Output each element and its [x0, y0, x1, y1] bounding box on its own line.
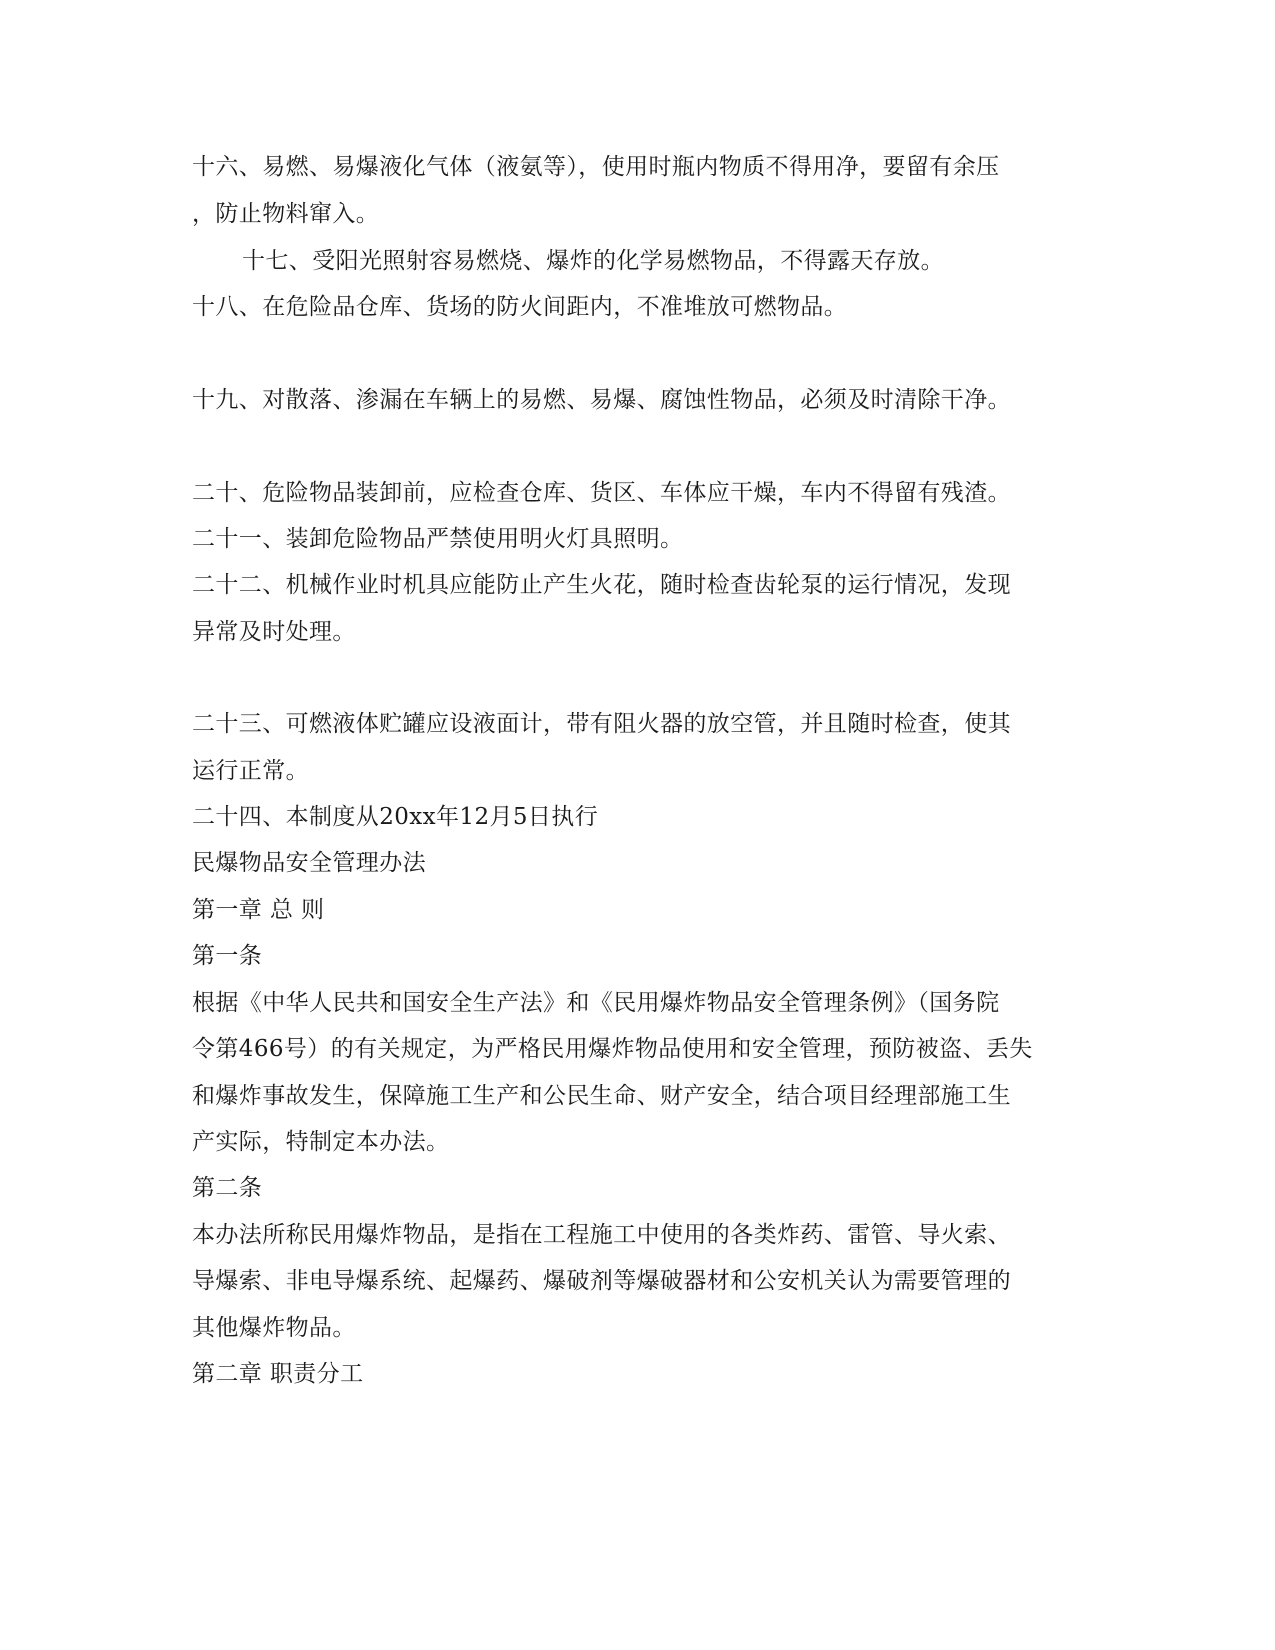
text-line: 二十四、本制度从20xx年12月5日执行 [192, 804, 599, 830]
chapter-heading: 第一章 总 则 [192, 897, 325, 923]
text-line: 十七、受阳光照射容易燃烧、爆炸的化学易燃物品，不得露天存放。 [242, 248, 944, 274]
text-line: 其他爆炸物品。 [192, 1315, 356, 1341]
text-line: 二十一、装卸危险物品严禁使用明火灯具照明。 [192, 526, 684, 552]
text-line: 令第466号）的有关规定，为严格民用爆炸物品使用和安全管理，预防被盗、丢失 [192, 1036, 1033, 1062]
heading: 民爆物品安全管理办法 [192, 850, 426, 876]
text-line: 导爆索、非电导爆系统、起爆药、爆破剂等爆破器材和公安机关认为需要管理的 [192, 1268, 1011, 1294]
text-line: 十八、在危险品仓库、货场的防火间距内，不准堆放可燃物品。 [192, 294, 848, 320]
article-heading: 第一条 [192, 943, 263, 969]
text-line: 产实际，特制定本办法。 [192, 1129, 450, 1155]
text-line: 本办法所称民用爆炸物品，是指在工程施工中使用的各类炸药、雷管、导火索、 [192, 1222, 1011, 1248]
text-line: 二十二、机械作业时机具应能防止产生火花，随时检查齿轮泵的运行情况，发现 [192, 572, 1011, 598]
text-line: 运行正常。 [192, 758, 309, 784]
text-line: 十六、易燃、易爆液化气体（液氨等），使用时瓶内物质不得用净，要留有余压 [192, 154, 1000, 180]
text-line: 十九、对散落、渗漏在车辆上的易燃、易爆、腐蚀性物品，必须及时清除干净。 [192, 387, 1011, 413]
article-heading: 第二条 [192, 1175, 263, 1201]
text-line: ，防止物料窜入。 [192, 201, 380, 227]
text-line: 根据《中华人民共和国安全生产法》和《民用爆炸物品安全管理条例》（国务院 [192, 990, 1000, 1016]
text-line: 异常及时处理。 [192, 619, 356, 645]
text-line: 二十三、可燃液体贮罐应设液面计，带有阻火器的放空管，并且随时检查，使其 [192, 711, 1011, 737]
chapter-heading: 第二章 职责分工 [192, 1361, 364, 1387]
text-line: 二十、危险物品装卸前，应检查仓库、货区、车体应干燥，车内不得留有残渣。 [192, 480, 1011, 506]
text-line: 和爆炸事故发生，保障施工生产和公民生命、财产安全，结合项目经理部施工生 [192, 1083, 1011, 1109]
